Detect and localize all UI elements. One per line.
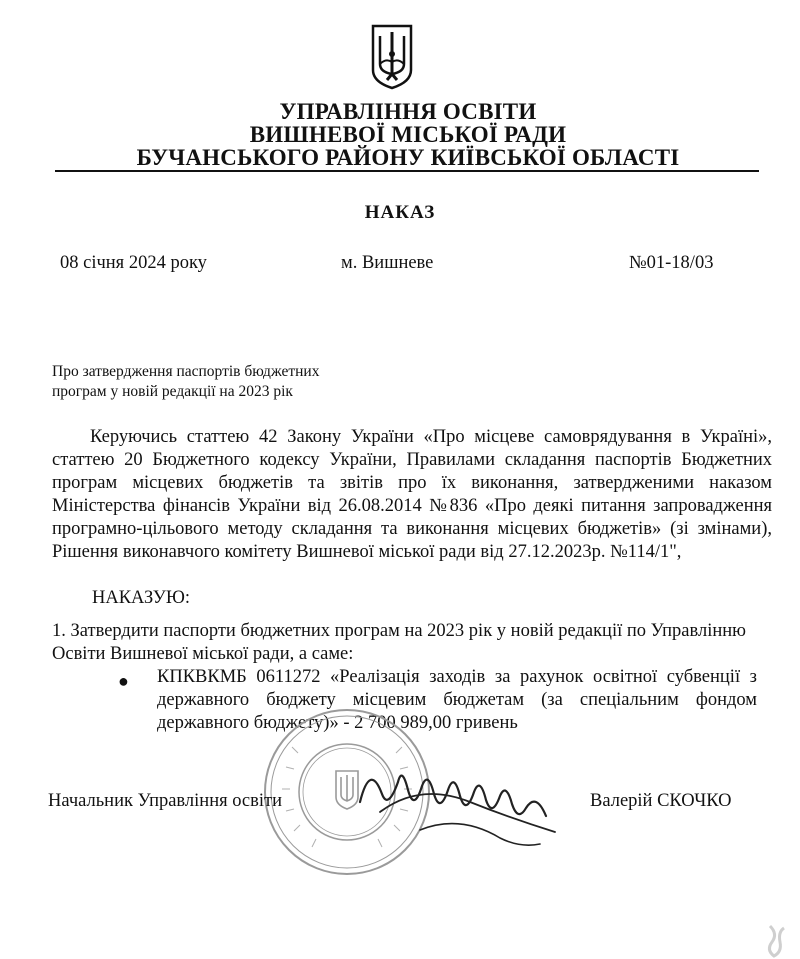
document-city: м. Вишневе [341,253,434,273]
handwritten-signature [350,752,560,862]
header-divider [55,170,759,172]
order-word: НАКАЗУЮ: [92,588,191,608]
trident-icon [370,24,414,90]
signatory-title: Начальник Управління освіти [48,791,283,811]
bullet-icon: ● [118,671,129,691]
document-type-title: НАКАЗ [364,202,436,223]
document-date: 08 січня 2024 року [60,253,207,273]
budget-program-item: КПКВКМБ 0611272 «Реалізація заходів за рахунок освітної субвенції з державного бюджету місцевим бюджетам (за спеціальним фондом державного бюджету)» - 2 700 989,00 гривень [157,667,757,733]
org-name-line-1: УПРАВЛІННЯ ОСВІТИ [279,99,537,124]
document-subject [52,362,382,402]
subject-line-2: програм у новій редакції на 2023 рік [52,383,293,400]
subject-line-1: Про затвердження паспортів бюджетних [52,363,320,380]
scan-smudge [752,922,792,959]
org-name-line-3: БУЧАНСЬКОГО РАЙОНУ КИЇВСЬКОЇ ОБЛАСТІ [136,145,680,170]
signatory-name: Валерій СКОЧКО [590,791,732,811]
order-item-1: 1. Затвердити паспорти бюджетних програм на 2023 рік у новій редакції по Управлінню Освіти Вишневої міської ради, а саме: [52,621,746,664]
org-name-line-2: ВИШНЕВОЇ МІСЬКОЇ РАДИ [249,122,567,147]
preamble-paragraph: Керуючись статтею 42 Закону України «Про місцеве самоврядування в Україні», статтею 20 Бюджетного кодексу України, Правилами складання паспортів Бюджетних програм місцевих бюджетів та звітів про їх виконання, затвердженими наказом Міністерства фінансів України від 26.08.2014 №836 «Про деякі питання запровадження програмно-цільового методу складання та виконання місцевих бюджетів» (зі змінами), Рішення виконавчого комітету Вишневої міської ради від 27.12.2023р. №114/1", [52,427,772,562]
document-number: №01-18/03 [629,253,714,273]
